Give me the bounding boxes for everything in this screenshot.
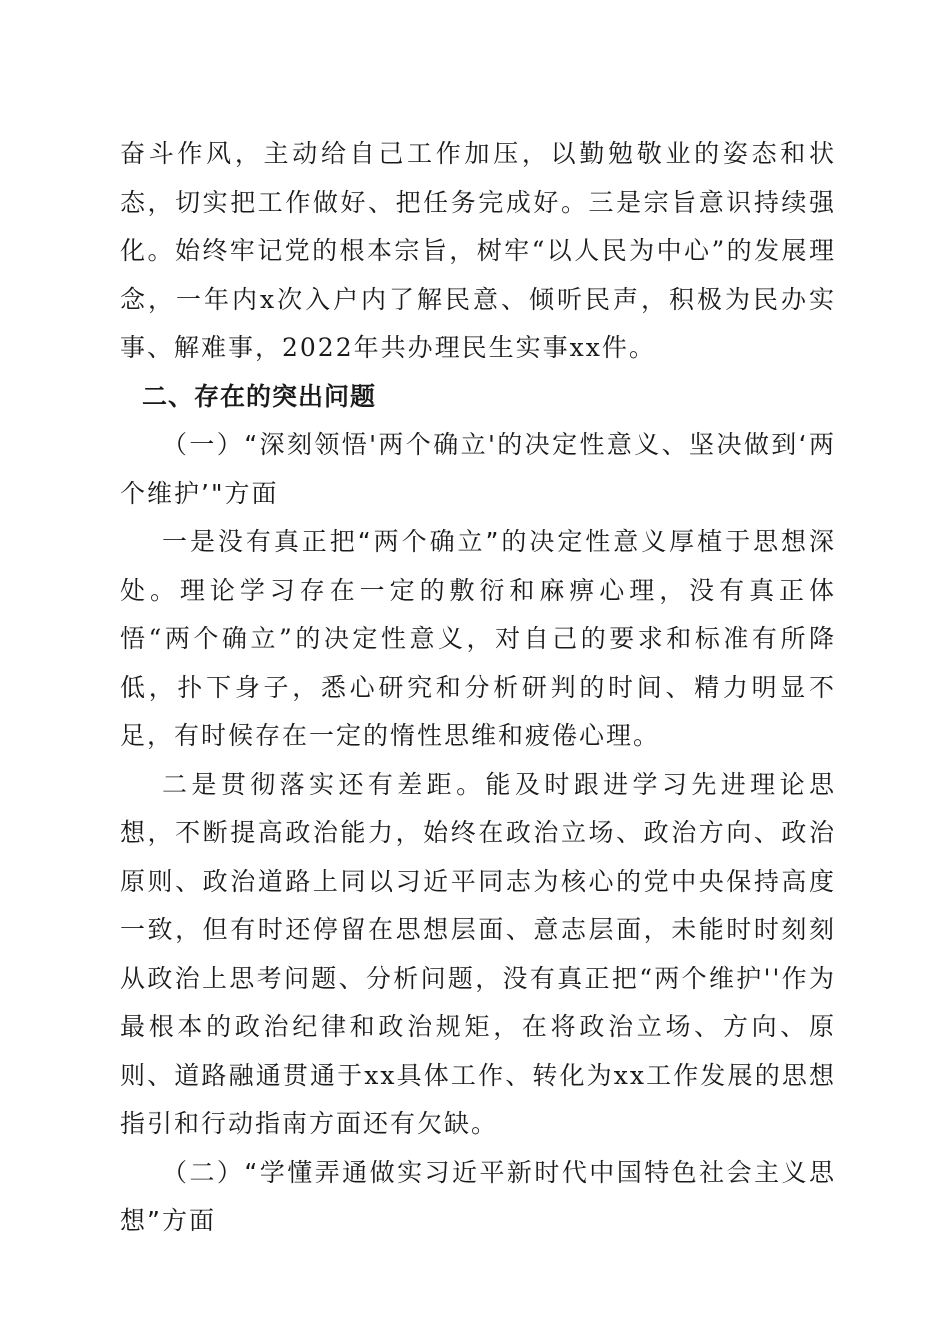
intro-paragraph: 奋斗作风，主动给自己工作加压，以勤勉敬业的姿态和状态，切实把工作做好、把任务完成好。三是宗旨意识持续强化。始终牢记党的根本宗旨，树牢“以人民为中心”的发展理念，一年内x次入户内了解民意、倾听民声，积极为民办实事、解难事，2022年共办理民生实事xx件。 <box>120 139 836 362</box>
subsection-heading-1: （一）“深刻领悟'两个确立'的决定性意义、坚决做到‘两个维护’"方面 <box>120 430 836 508</box>
point-one-paragraph <box>120 518 836 761</box>
section-heading: 二、存在的突出问题 <box>142 381 377 411</box>
point-two-lead: 二是贯彻落实还有差距。 <box>162 769 486 799</box>
point-one-body: 理论学习存在一定的敷衍和麻痹心理，没有真正体悟“两个确立”的决定性意义，对自己的要求和标准有所降低，扑下身子，悉心研究和分析研判的时间、精力明显不足，有时候存在一定的惰性思维和疲倦心理。 <box>120 575 836 750</box>
point-two-body: 能及时跟进学习先进理论思想，不断提高政治能力，始终在政治立场、政治方向、政治原则、政治道路上同以习近平同志为核心的党中央保持高度一致，但有时还停留在思想层面、意志层面，未能时时刻刻从政治上思考问题、分析问题，没有真正把“两个维护''作为最根本的政治纪律和政治规矩，在将政治立场、方向、原则、道路融通贯通于xx具体工作、转化为xx工作发展的思想指引和行动指南方面还有欠缺。 <box>120 769 836 1138</box>
point-two-paragraph <box>120 761 836 1149</box>
point-one-lead: 一是没有真正把“两个确立”的决定性意义厚植于思想深处。 <box>120 527 836 605</box>
subsection-heading-2: （二）“学懂弄通做实习近平新时代中国特色社会主义思想”方面 <box>120 1157 836 1235</box>
document-body <box>120 130 836 1246</box>
